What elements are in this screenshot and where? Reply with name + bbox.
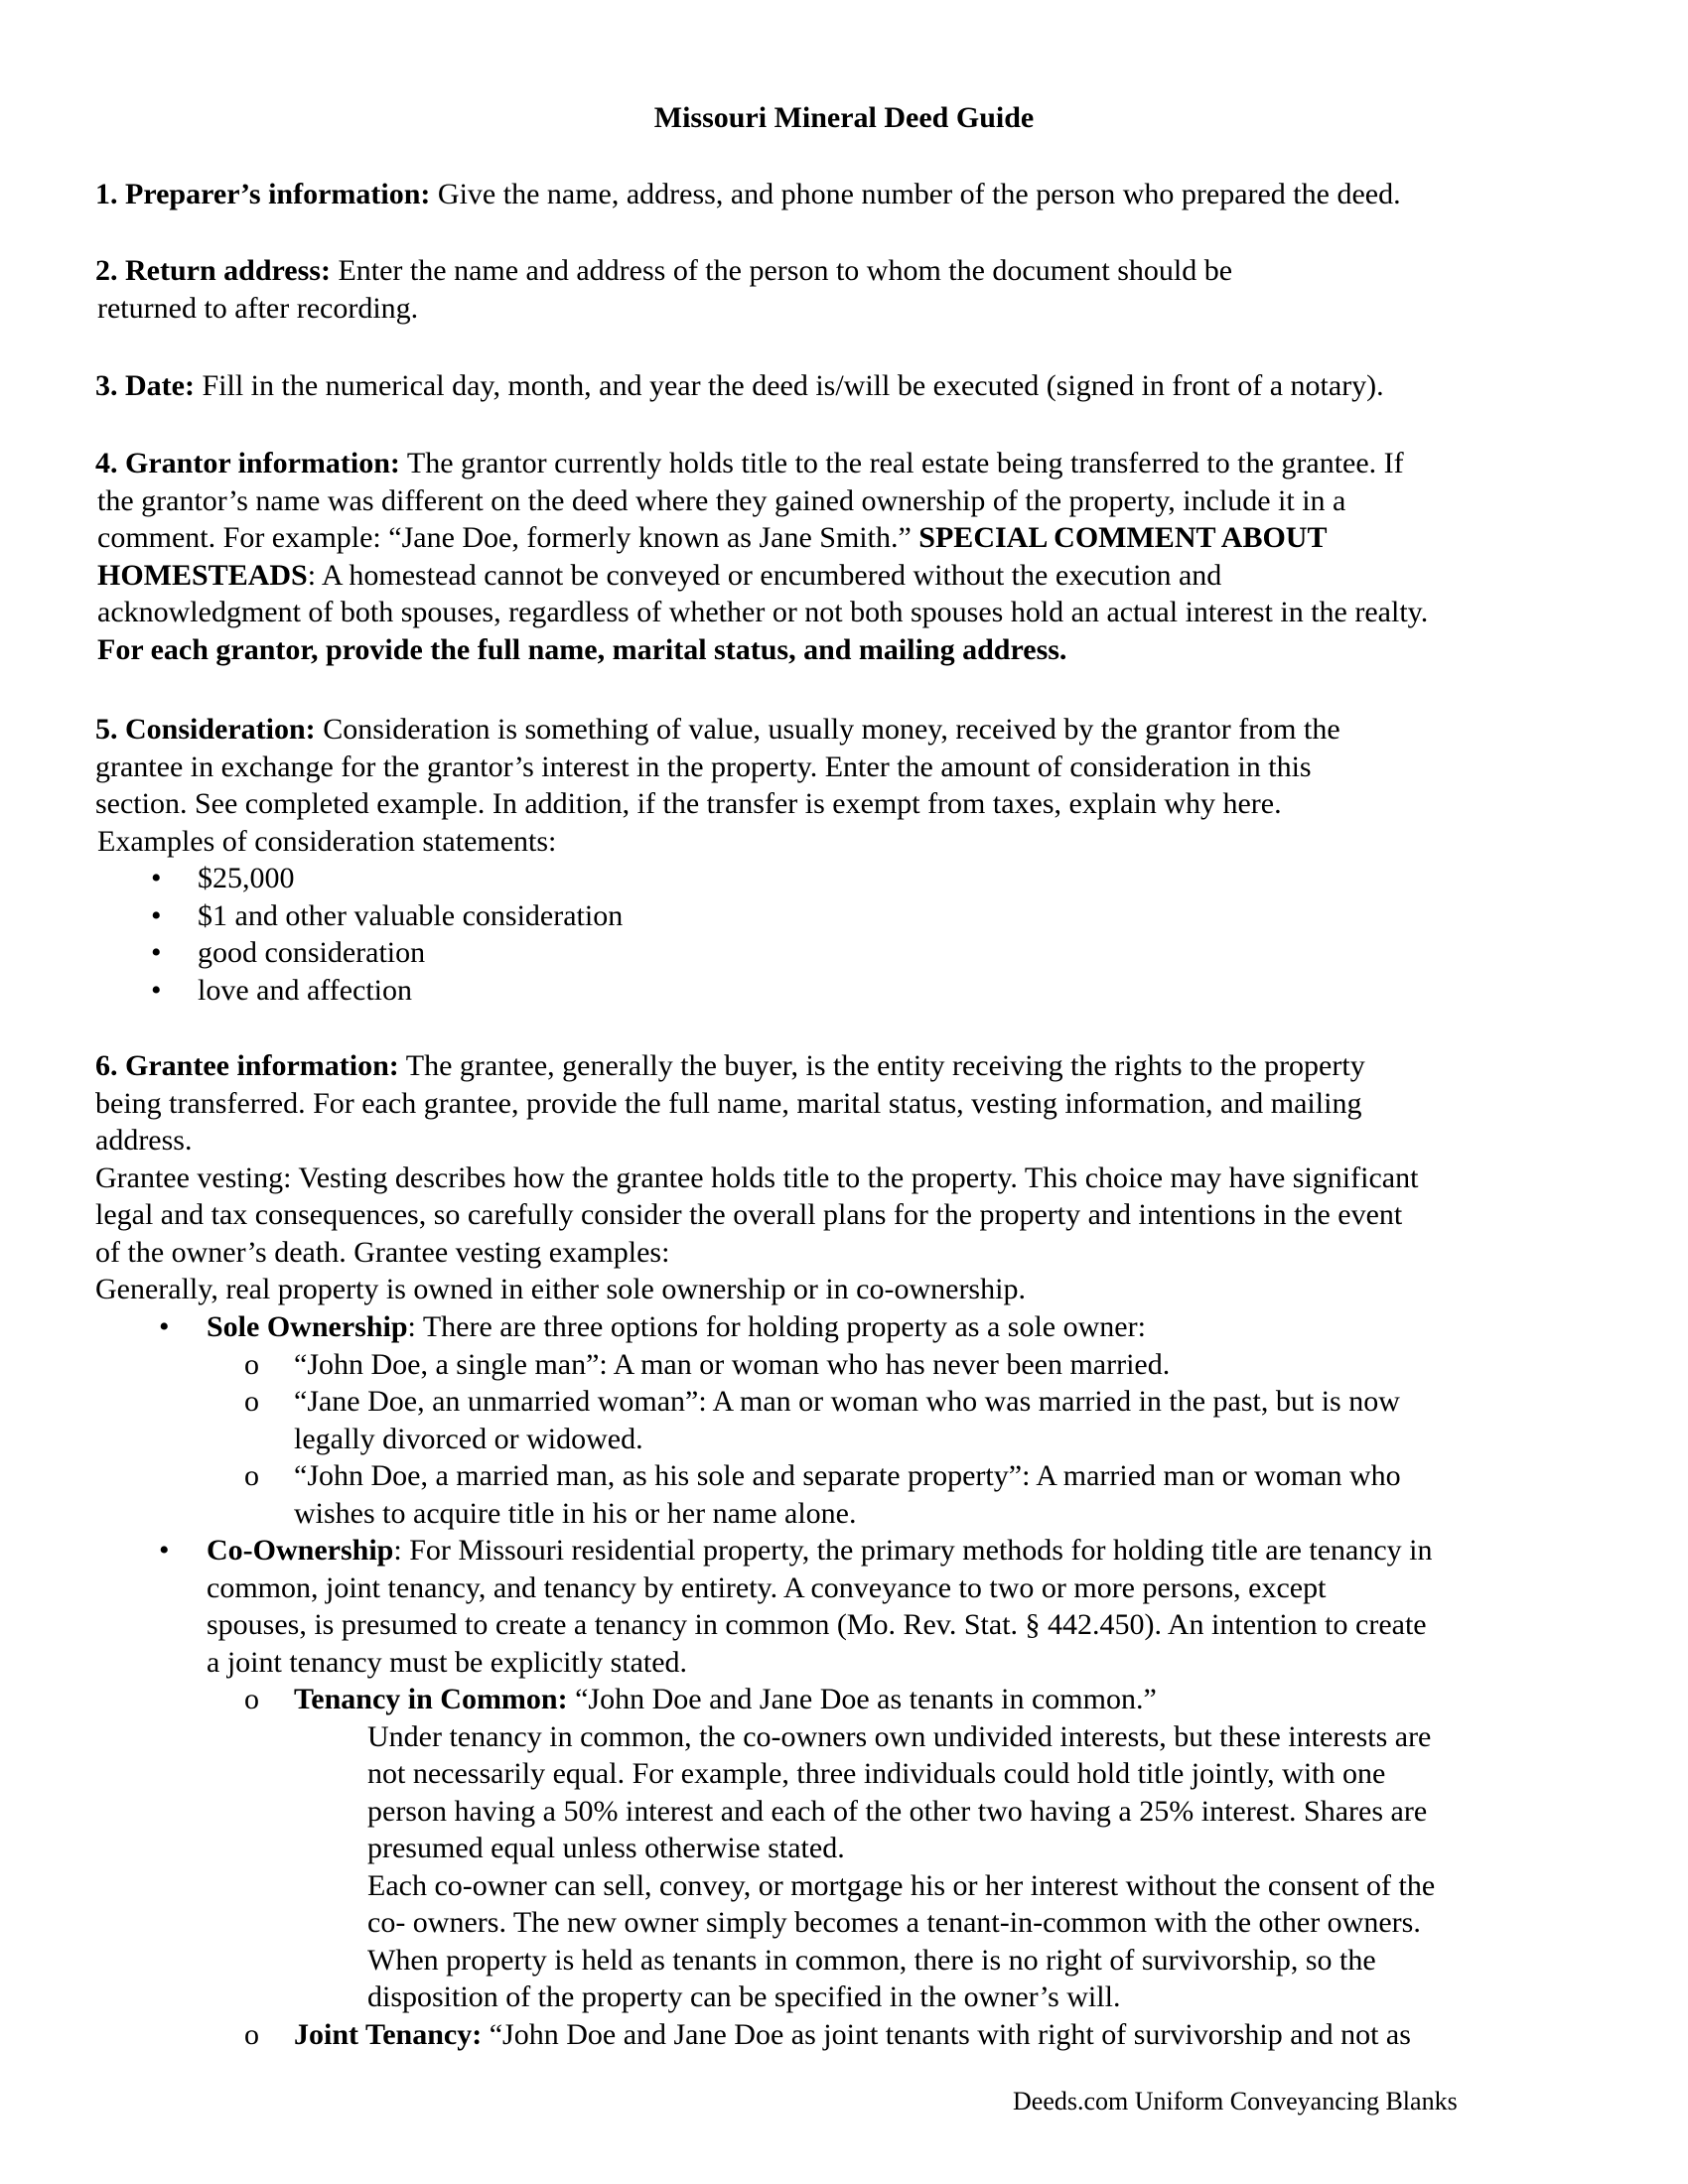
- list-item-text: Each co-owner can sell, convey, or mortgage his or her interest without the consent of the: [367, 1868, 1436, 1902]
- list-item-text: $1 and other valuable consideration: [198, 898, 624, 932]
- section-text-line: legal and tax consequences, so carefully consider the overall plans for the property and intentions in the event: [95, 1198, 1403, 1231]
- section-text-line: of the owner’s death. Grantee vesting examples:: [95, 1235, 670, 1269]
- tenancy-in-common-label: Tenancy in Common:: [294, 1683, 568, 1715]
- list-item-text: : There are three options for holding property as a sole owner:: [407, 1310, 1146, 1343]
- bullet-marker: •: [151, 862, 162, 894]
- list-item-text: “John Doe and Jane Doe as joint tenants with right of survivorship and not as: [482, 2017, 1411, 2051]
- sub-marker: o: [244, 1459, 259, 1492]
- list-item-text: $25,000: [198, 862, 295, 894]
- homesteads-label: HOMESTEADS: [97, 558, 308, 592]
- bullet-marker: •: [151, 936, 162, 969]
- grantor-requirement: For each grantor, provide the full name, marital status, and mailing address.: [97, 632, 1067, 666]
- list-item-text: person having a 50% interest and each of the other two having a 25% interest. Shares are: [367, 1794, 1428, 1828]
- bullet-marker: •: [159, 1310, 170, 1343]
- joint-tenancy-label: Joint Tenancy:: [294, 2017, 483, 2051]
- special-comment-label: SPECIAL COMMENT ABOUT: [918, 521, 1328, 554]
- list-item-text: love and affection: [198, 973, 413, 1007]
- section-consideration: [95, 711, 1605, 860]
- section-label: 5. Consideration:: [95, 713, 316, 746]
- section-text-line: acknowledgment of both spouses, regardless of whether or not both spouses hold an actual interest in the realty.: [97, 596, 1429, 628]
- list-item-text: wishes to acquire title in his or her name alone.: [294, 1496, 857, 1530]
- list-item-text: co- owners. The new owner simply becomes a tenant-in-common with the other owners.: [367, 1906, 1421, 1939]
- bullet-marker: •: [159, 1534, 170, 1567]
- sole-ownership-label: Sole Ownership: [207, 1310, 408, 1343]
- section-text-line: returned to after recording.: [97, 291, 419, 325]
- page-title: Missouri Mineral Deed Guide: [653, 101, 1035, 134]
- list-item-text: When property is held as tenants in common, there is no right of survivorship, so the: [367, 1943, 1376, 1977]
- section-label: 4. Grantor information:: [95, 447, 400, 479]
- bullet-marker: •: [151, 898, 162, 932]
- section-text: The grantor currently holds title to the real estate being transferred to the grantee. If: [399, 447, 1404, 479]
- section-grantee: [95, 1047, 1605, 1308]
- list-item-text: common, joint tenancy, and tenancy by entirety. A conveyance to two or more persons, except: [207, 1570, 1327, 1604]
- sub-marker: o: [244, 2017, 259, 2051]
- section-text-line: being transferred. For each grantee, provide the full name, marital status, vesting information, and mailing: [95, 1086, 1362, 1120]
- list-item-text: legally divorced or widowed.: [294, 1422, 643, 1455]
- section-text-line: the grantor’s name was different on the deed where they gained ownership of the property, include it in a: [97, 483, 1346, 517]
- section-label: 2. Return address:: [95, 254, 331, 287]
- section-text: The grantee, generally the buyer, is the entity receiving the rights to the property: [398, 1049, 1365, 1082]
- section-label: 6. Grantee information:: [95, 1049, 399, 1082]
- list-item-text: “Jane Doe, an unmarried woman”: A man or woman who was married in the past, but is now: [294, 1385, 1400, 1418]
- bullet-marker: •: [151, 973, 162, 1007]
- section-grantor: [95, 445, 1605, 668]
- footer-text: Deeds.com Uniform Conveyancing Blanks: [1013, 2087, 1458, 2116]
- list-item-text: “John Doe, a single man”: A man or woman who has never been married.: [294, 1347, 1171, 1381]
- section-text-line: Examples of consideration statements:: [97, 824, 557, 858]
- section-text-line: address.: [95, 1124, 193, 1157]
- section-date: [95, 367, 1605, 405]
- list-item-text: spouses, is presumed to create a tenancy in common (Mo. Rev. Stat. § 442.450). An intention to create: [207, 1608, 1427, 1641]
- list-item-text: presumed equal unless otherwise stated.: [367, 1832, 845, 1864]
- section-text-line: Generally, real property is owned in either sole ownership or in co-ownership.: [95, 1273, 1026, 1305]
- section-text: Give the name, address, and phone number of the person who prepared the deed.: [430, 178, 1401, 210]
- section-text: Fill in the numerical day, month, and year the deed is/will be executed (signed in front of a notary).: [194, 369, 1384, 402]
- list-item-text: good consideration: [198, 936, 426, 969]
- section-text: Consideration is something of value, usually money, received by the grantor from the: [315, 713, 1340, 746]
- section-preparer: [95, 176, 1605, 213]
- section-text-line: Grantee vesting: Vesting describes how the grantee holds title to the property. This choice may have significant: [95, 1160, 1419, 1194]
- section-text: Enter the name and address of the person to whom the document should be: [330, 254, 1233, 287]
- section-label: 3. Date:: [95, 369, 195, 402]
- section-text-line: : A homestead cannot be conveyed or encumbered without the execution and: [307, 558, 1222, 592]
- sub-marker: o: [244, 1347, 259, 1381]
- section-label: 1. Preparer’s information:: [95, 178, 431, 210]
- section-text-line: section. See completed example. In addition, if the transfer is exempt from taxes, explain why here.: [95, 787, 1282, 820]
- list-item-text: : For Missouri residential property, the primary methods for holding title are tenancy in: [393, 1534, 1433, 1567]
- sub-marker: o: [244, 1683, 259, 1715]
- sub-marker: o: [244, 1385, 259, 1418]
- section-text-line: grantee in exchange for the grantor’s interest in the property. Enter the amount of consideration in this: [95, 750, 1312, 783]
- list-item-text: a joint tenancy must be explicitly stated.: [207, 1645, 688, 1679]
- list-item-text: Under tenancy in common, the co-owners own undivided interests, but these interests are: [367, 1719, 1432, 1753]
- section-text-line: comment. For example: “Jane Doe, formerly known as Jane Smith.”: [97, 521, 919, 554]
- list-item-text: “John Doe, a married man, as his sole and separate property”: A married man or woman who: [294, 1459, 1401, 1492]
- section-return-address: [95, 252, 1605, 327]
- list-item-text: “John Doe and Jane Doe as tenants in common.”: [567, 1683, 1157, 1715]
- list-item-text: not necessarily equal. For example, three individuals could hold title jointly, with one: [367, 1757, 1386, 1790]
- list-item-text: disposition of the property can be specified in the owner’s will.: [367, 1980, 1121, 2013]
- co-ownership-label: Co-Ownership: [207, 1534, 394, 1567]
